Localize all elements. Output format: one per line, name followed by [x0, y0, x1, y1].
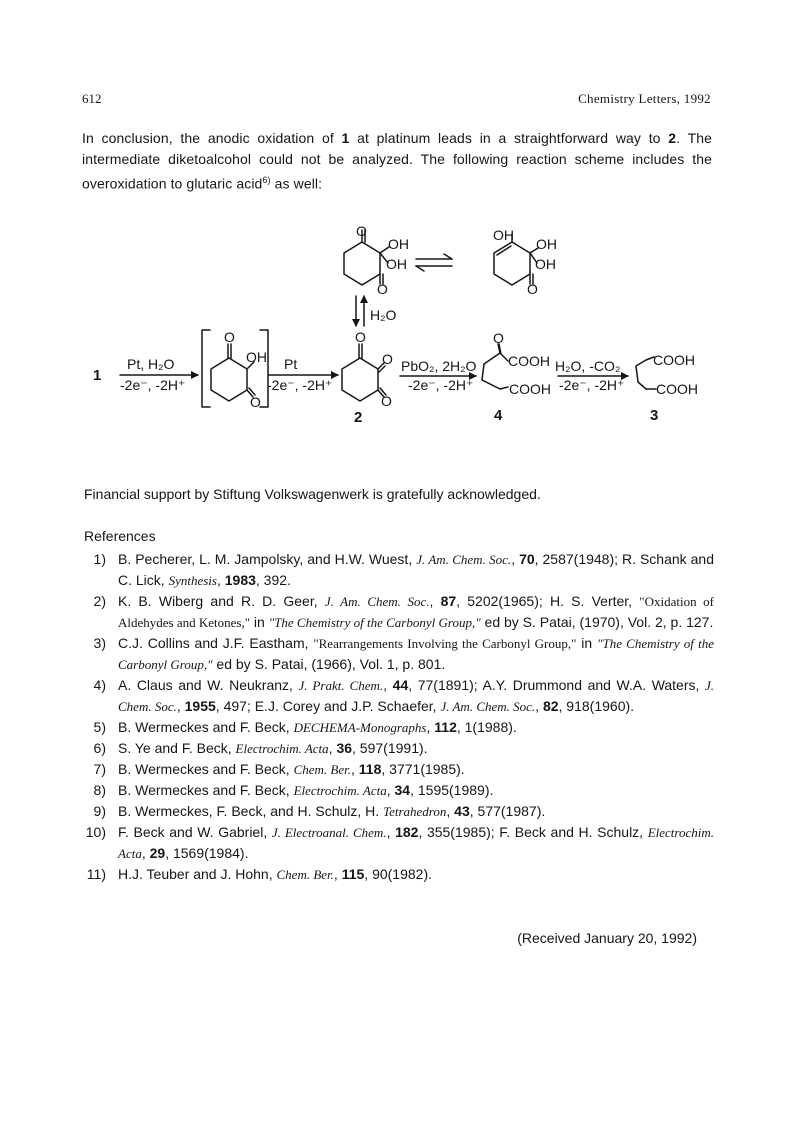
reference-number: 5) — [93, 719, 106, 735]
atom-label: OH — [535, 256, 556, 272]
functional-group-label: COOH — [653, 352, 695, 368]
reference-number: 8) — [93, 782, 106, 798]
ref-text: ed by S. Patai, (1970), Vol. 2, p. 127. — [480, 614, 714, 630]
ref-text: K. B. Wiberg and R. D. Geer, — [118, 593, 325, 609]
received-date: (Received January 20, 1992) — [517, 930, 697, 946]
ref-text: , 3771(1985). — [381, 761, 465, 777]
compound-number: 1 — [93, 367, 102, 384]
reaction-scheme — [80, 222, 720, 432]
page-number: 612 — [82, 91, 102, 106]
ref-text: , — [328, 740, 337, 756]
chapter-title: "Oxidation of Aldehydes and Ketones," — [118, 594, 714, 630]
ref-text: , 918(1960). — [558, 698, 635, 714]
reference-item — [84, 759, 714, 780]
journal-running-head: Chemistry Letters, 1992 — [578, 91, 711, 106]
volume: 43 — [454, 803, 470, 819]
volume: 112 — [434, 719, 457, 735]
volume: 182 — [395, 824, 419, 840]
ref-text: , 5202(1965); H. S. Verter, — [456, 593, 640, 609]
atom-label: O — [224, 329, 235, 345]
reference-item — [84, 801, 714, 822]
ref-text: , — [383, 677, 393, 693]
atom-label: OH — [388, 236, 409, 252]
atom-label: OH — [386, 256, 407, 272]
references-heading: References — [84, 528, 156, 544]
reference-item — [84, 633, 714, 675]
compound-number: 2 — [354, 409, 363, 426]
ref-text: , — [429, 593, 441, 609]
atom-label: O — [377, 281, 388, 297]
reagent-label: H₂O, -CO₂ — [555, 358, 621, 374]
journal-name: Electrochim. Acta — [235, 741, 329, 756]
reference-number: 2) — [93, 593, 106, 609]
ref-text: , — [426, 719, 435, 735]
journal-name: J. Electroanal. Chem. — [271, 825, 387, 840]
volume: 1983 — [224, 572, 256, 588]
reference-item — [84, 717, 714, 738]
volume: 34 — [394, 782, 411, 798]
atom-label: O — [382, 351, 393, 367]
ref-text: , 90(1982). — [364, 866, 433, 882]
book-title: "The Chemistry of the Carbonyl Group," — [268, 615, 481, 630]
atom-label: OH — [493, 227, 514, 243]
reference-number: 3) — [93, 635, 106, 651]
ref-text: H.J. Teuber and J. Hohn, — [118, 866, 277, 882]
acknowledgment: Financial support by Stiftung Volkswagenwerk is gratefully acknowledged. — [84, 486, 541, 502]
ref-text: , 77(1891); A.Y. Drummond and W.A. Waters, — [408, 677, 705, 693]
ref-text: , — [216, 572, 225, 588]
citation-superscript: 6) — [262, 175, 271, 185]
ref-text: , 392. — [255, 572, 291, 588]
ref-text: , — [446, 803, 455, 819]
atom-label: OH — [246, 349, 267, 365]
compound-4-structure — [482, 344, 508, 389]
ref-text: , — [176, 698, 185, 714]
ref-text: B. Wermeckes and F. Beck, — [118, 719, 294, 735]
reagent-label: Pt, H₂O — [127, 356, 175, 372]
condition-label: -2e⁻, -2H⁺ — [267, 377, 333, 393]
intro-text: In conclusion, the anodic oxidation of — [82, 130, 342, 146]
reference-item — [84, 549, 714, 591]
ref-text: ed by S. Patai, (1966), Vol. 1, p. 801. — [212, 656, 446, 672]
functional-group-label: COOH — [656, 381, 698, 397]
journal-name: J. Am. Chem. Soc. — [440, 699, 536, 714]
ref-text: , 597(1991). — [352, 740, 428, 756]
ref-text: , — [535, 698, 543, 714]
reference-item — [84, 591, 714, 633]
reference-item — [84, 675, 714, 717]
functional-group-label: COOH — [509, 381, 551, 397]
volume: 70 — [519, 551, 535, 567]
compound-ref: 2 — [668, 130, 677, 146]
atom-label: O — [527, 281, 538, 297]
reference-number: 7) — [93, 761, 106, 777]
ref-text: , 355(1985); F. Beck and H. Schulz, — [418, 824, 648, 840]
ref-text: B. Wermeckes and F. Beck, — [118, 782, 294, 798]
journal-name: Chem. Ber. — [293, 762, 352, 777]
atom-label: O — [355, 329, 366, 345]
ref-text: C.J. Collins and J.F. Eastham, — [118, 635, 314, 651]
reagent-label: Pt — [284, 356, 298, 372]
reference-number: 4) — [93, 677, 106, 693]
ref-text: B. Wermeckes and F. Beck, — [118, 761, 294, 777]
equilibrium-arrows — [416, 254, 452, 271]
compound-number: 3 — [650, 407, 659, 424]
journal-name: Chem. Ber. — [276, 867, 334, 882]
journal-name: J. Prakt. Chem. — [298, 678, 384, 693]
ref-text: , 1569(1984). — [165, 845, 249, 861]
journal-name: J. Chem. Soc. — [118, 678, 715, 714]
reagent-label: PbO₂, 2H₂O — [401, 358, 477, 374]
reference-number: 1) — [93, 551, 106, 567]
intro-text: as well: — [270, 175, 323, 192]
ref-text: , 497; E.J. Corey and J.P. Schaefer, — [215, 698, 441, 714]
journal-name: Synthesis — [168, 573, 217, 588]
ref-text: , 1595(1989). — [410, 782, 494, 798]
journal-name: Electrochim. Acta — [118, 825, 714, 861]
ref-text: B. Pecherer, L. M. Jampolsky, and H.W. Wuest, — [118, 551, 417, 567]
volume: 29 — [149, 845, 166, 861]
reference-item — [84, 822, 714, 864]
journal-name: DECHEMA-Monographs — [293, 720, 427, 735]
compound-ref: 1 — [341, 130, 350, 146]
ref-text: , — [511, 551, 520, 567]
intro-paragraph — [82, 128, 712, 195]
hydration-arrows — [356, 296, 364, 326]
reference-number: 11) — [86, 866, 106, 882]
atom-label: O — [250, 394, 261, 410]
condition-label: -2e⁻, -2H⁺ — [408, 377, 474, 393]
intro-text: at platinum leads in a straightforward way to — [349, 130, 669, 146]
reference-number: 6) — [93, 740, 106, 756]
ref-text: , — [333, 866, 342, 882]
journal-name: Electrochim. Acta — [293, 783, 387, 798]
reference-list — [84, 549, 714, 885]
ref-text: , — [141, 845, 150, 861]
book-title: "The Chemistry of the Carbonyl Group," — [118, 636, 714, 672]
intro-text: . The intermediate diketoalcohol could not be analyzed. The following reaction scheme includes the overoxidation to glutaric acid — [82, 130, 712, 192]
ref-text: B. Wermeckes, F. Beck, and H. Schulz, H. — [118, 803, 384, 819]
atom-label: O — [356, 223, 367, 239]
ref-text: , 577(1987). — [469, 803, 546, 819]
ref-text: in — [576, 635, 598, 651]
reference-number: 10) — [85, 824, 106, 840]
condition-label: -2e⁻, -2H⁺ — [559, 377, 625, 393]
reference-item — [84, 738, 714, 759]
volume: 82 — [542, 698, 559, 714]
atom-label: O — [381, 393, 392, 409]
volume: 115 — [341, 866, 365, 882]
condition-label: -2e⁻, -2H⁺ — [120, 377, 186, 393]
volume: 44 — [392, 677, 409, 693]
journal-name: J. Am. Chem. Soc. — [416, 552, 512, 567]
ref-text: S. Ye and F. Beck, — [118, 740, 236, 756]
ref-text: , — [351, 761, 359, 777]
chapter-title: "Rearrangements Involving the Carbonyl Group," — [313, 636, 577, 651]
ref-text: , — [386, 782, 395, 798]
volume: 87 — [440, 593, 457, 609]
journal-name: Tetrahedron — [383, 804, 447, 819]
ref-text: F. Beck and W. Gabriel, — [118, 824, 272, 840]
volume: 118 — [358, 761, 382, 777]
reagent-label: H₂O — [370, 307, 397, 323]
ref-text: , 1(1988). — [456, 719, 517, 735]
ref-text: , — [386, 824, 396, 840]
volume: 36 — [336, 740, 353, 756]
compound-number: 4 — [494, 407, 503, 424]
volume: 1955 — [184, 698, 216, 714]
ref-text: in — [250, 614, 269, 630]
ref-text: A. Claus and W. Neukranz, — [118, 677, 299, 693]
reference-item — [84, 780, 714, 801]
atom-label: O — [493, 330, 504, 346]
reference-number: 9) — [93, 803, 106, 819]
ref-text: , 2587(1948); R. Schank and C. Lick, — [118, 551, 715, 588]
atom-label: OH — [536, 236, 557, 252]
reference-item — [84, 864, 714, 885]
compound-2-structure — [342, 344, 386, 401]
functional-group-label: COOH — [508, 353, 550, 369]
journal-name: J. Am. Chem. Soc. — [324, 594, 430, 609]
